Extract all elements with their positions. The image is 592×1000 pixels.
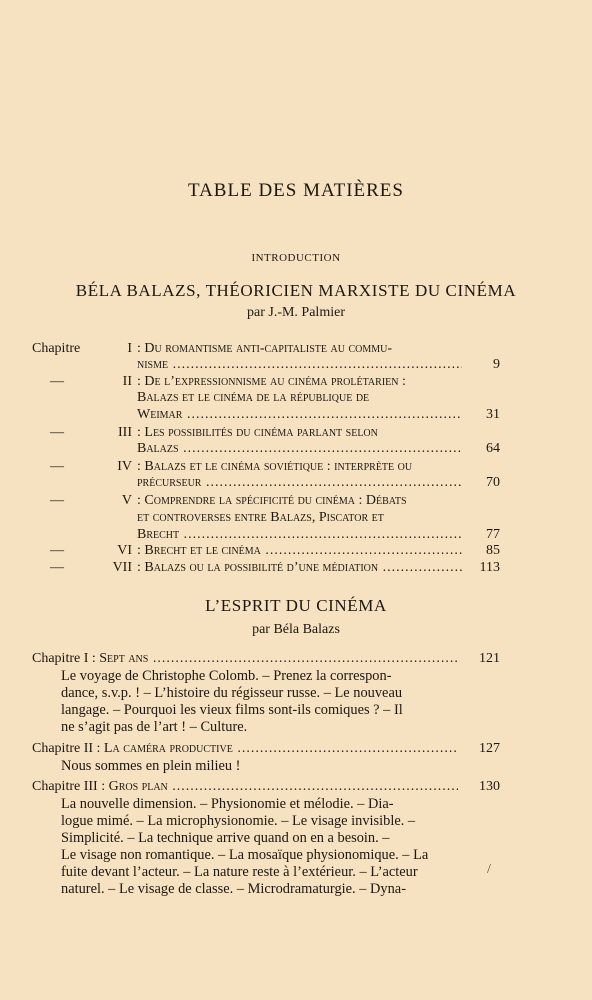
page-number: 77 [486, 527, 500, 542]
chapter-title: Gros plan [108, 779, 168, 794]
chapter-title: : De l’expressionnisme au cinéma prolétarien : [137, 374, 406, 389]
chapter-entry [32, 651, 458, 667]
chapter-summary-line: Simplicité. – La technique arrive quand on en a besoin. – [61, 830, 390, 846]
chapter-label: Chapitre I : [32, 651, 96, 666]
page-number: 85 [486, 543, 500, 558]
page-number: 64 [486, 441, 500, 456]
chapter-number: III [118, 425, 132, 440]
chapter-title: : Brecht et le cinéma ..... [137, 543, 462, 559]
toc-row[interactable] [32, 441, 500, 457]
chapter-title: : Balazs et le cinéma soviétique : interprète ou [137, 459, 413, 474]
chapter-label: Chapitre II : [32, 741, 101, 756]
page-number: 130 [479, 779, 500, 794]
part2-heading: L’ESPRIT DU CINÉMA [205, 596, 387, 615]
part2-byline: par Béla Balazs [252, 622, 340, 637]
chapter-title: : Les possibilités du cinéma parlant selon [137, 425, 378, 440]
toc-row [32, 390, 500, 406]
toc-row [32, 510, 500, 526]
toc-row[interactable] [32, 741, 500, 757]
chapter-summary-line: Nous sommes en plein milieu ! [61, 758, 241, 774]
toc-row[interactable] [32, 560, 500, 576]
chapter-title: nisme ..... [137, 357, 462, 373]
ditto-dash: — [50, 543, 64, 558]
chapter-title: Balazs ..... [137, 441, 462, 457]
toc-row[interactable] [32, 357, 500, 373]
page-title: TABLE DES MATIÈRES [188, 180, 404, 201]
chapter-entry [32, 779, 458, 795]
toc-row[interactable] [32, 341, 500, 357]
ditto-dash: — [50, 374, 64, 389]
toc-row[interactable] [32, 527, 500, 543]
chapter-summary-line: logue mimé. – La microphysionomie. – Le visage invisible. – [61, 813, 416, 829]
part1-byline: par J.-M. Palmier [247, 305, 345, 320]
page-number: 121 [479, 651, 500, 666]
toc-row[interactable] [32, 425, 500, 441]
chapter-summary-line: La nouvelle dimension. – Physionomie et mélodie. – Dia- [61, 796, 394, 812]
page-number: 31 [486, 407, 500, 422]
chapter-title: et controverses entre Balazs, Piscator et [137, 510, 384, 525]
ditto-dash: — [50, 425, 64, 440]
toc-row[interactable] [32, 779, 500, 795]
toc-row[interactable] [32, 651, 500, 667]
chapter-title: : Comprendre la spécificité du cinéma : Débats [137, 493, 407, 508]
introduction-heading: INTRODUCTION [251, 252, 341, 264]
chapter-label: Chapitre [32, 341, 81, 356]
toc-row[interactable] [32, 493, 500, 509]
page-number: 113 [479, 560, 500, 575]
chapter-summary-line: fuite devant l’acteur. – La nature reste à l’extérieur. – L’acteur [61, 864, 418, 880]
chapter-title: Brecht ..... [137, 527, 462, 543]
chapter-summary-line: naturel. – Le visage de classe. – Microdramaturgie. – Dyna- [61, 881, 406, 897]
ditto-dash: — [50, 493, 64, 508]
chapter-title: Balazs et le cinéma de la république de [137, 390, 370, 405]
chapter-number: V [121, 493, 132, 508]
page-number: 70 [486, 475, 500, 490]
toc-row[interactable] [32, 459, 500, 475]
chapter-summary-line: Le visage non romantique. – La mosaïque physionomique. – La [61, 847, 429, 863]
toc-row[interactable] [32, 543, 500, 559]
chapter-title: précurseur ..... [137, 475, 462, 491]
page-number: 127 [479, 741, 500, 756]
chapter-number: IV [117, 459, 132, 474]
toc-row[interactable] [32, 374, 500, 390]
chapter-summary-line: Le voyage de Christophe Colomb. – Prenez la correspon- [61, 668, 392, 684]
page-number: 9 [493, 357, 500, 372]
toc-row[interactable] [32, 407, 500, 423]
chapter-label: Chapitre III : [32, 779, 106, 794]
ditto-dash: — [50, 459, 64, 474]
toc-row[interactable] [32, 475, 500, 491]
chapter-number: I [127, 341, 132, 356]
chapter-summary-line: langage. – Pourquoi les vieux films sont-ils comiques ? – Il [61, 702, 403, 718]
ditto-dash: — [50, 560, 64, 575]
chapter-entry [32, 741, 458, 757]
pencil-mark-icon: / [487, 862, 491, 877]
chapter-summary-line: ne s’agit pas de l’art ! – Culture. [61, 719, 248, 735]
chapter-title: : Balazs ou la possibilité d’une médiation ..... [137, 560, 462, 576]
part1-heading: BÉLA BALAZS, THÉORICIEN MARXISTE DU CINÉMA [75, 281, 517, 300]
chapter-title: La caméra productive [103, 741, 233, 756]
chapter-title: Sept ans [99, 651, 149, 666]
chapter-number: II [122, 374, 132, 389]
chapter-number: VII [112, 560, 132, 575]
chapter-number: VI [117, 543, 132, 558]
chapter-title: Weimar ..... [137, 407, 462, 423]
chapter-title: : Du romantisme anti-capitaliste au commu- [137, 341, 393, 356]
chapter-summary-line: dance, s.v.p. ! – L’histoire du régisseur russe. – Le nouveau [61, 685, 403, 701]
